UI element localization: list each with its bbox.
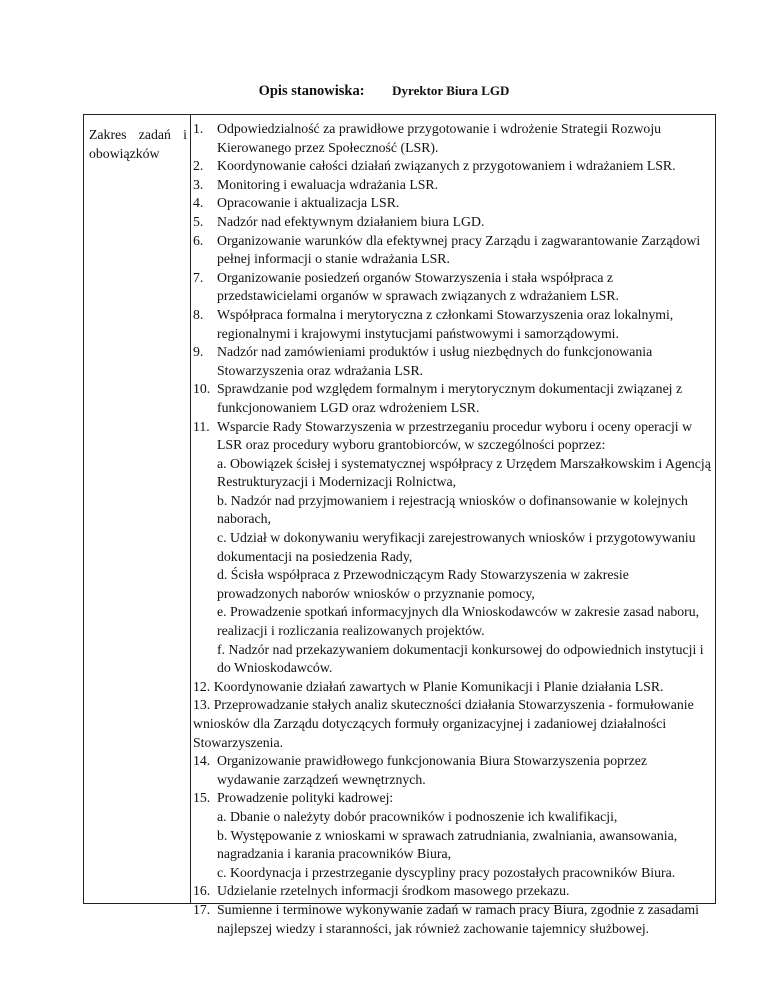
sub-item: b. Nadzór nad przyjmowaniem i rejestracją wniosków o dofinansowanie w kolejnych naborach, <box>217 492 688 527</box>
sub-item: a. Dbanie o należyty dobór pracowników i podnoszenie ich kwalifikacji, <box>217 808 618 824</box>
title-prefix: Opis stanowiska: <box>258 83 365 99</box>
sub-item: e. Prowadzenie spotkań informacyjnych dla Wnioskodawców w zakresie zasad naboru, realizacji i rozliczania realizowanych projektów. <box>217 604 700 639</box>
list-item: 10. Sprawdzanie pod względem formalnym i merytorycznym dokumentacji związanej z funkcjonowaniem LGD oraz wdrożeniem LSR. <box>193 381 683 415</box>
column-divider <box>190 115 191 903</box>
sub-item: f. Nadzór nad przekazywaniem dokumentacji konkursowej do odpowiednich instytucji i do Wnioskodawców. <box>217 641 704 676</box>
label-cell: Zakres zadań i obowiązków <box>89 127 187 161</box>
sub-item: c. Koordynacja i przestrzeganie dyscypliny pracy pozostałych pracowników Biura. <box>217 864 676 880</box>
list-item: 3. Monitoring i ewaluacja wdrażania LSR. <box>193 176 439 192</box>
list-item: 1. Odpowiedzialność za prawidłowe przygotowanie i wdrożenie Strategii Rozwoju Kierowanego przez Społeczność (LSR). <box>193 121 662 155</box>
list-item: 13. Przeprowadzanie stałych analiz skuteczności działania Stowarzyszenia - formułowanie wniosków dla Zarządu dotyczących formuły organizacyjnej i zadaniowej działalności Stowarzyszenia. <box>193 697 694 750</box>
list-item: 14. Organizowanie prawidłowego funkcjonowania Biura Stowarzyszenia poprzez wydawanie zarządzeń wewnętrznych. <box>193 753 647 787</box>
content-cell <box>193 120 713 938</box>
list-item: 7. Organizowanie posiedzeń organów Stowarzyszenia i stała współpraca z przedstawicielami organów w sprawach związanych z wdrażaniem LSR. <box>193 269 619 304</box>
list-item: 5. Nadzór nad efektywnym działaniem biura LGD. <box>193 213 485 229</box>
position-name: Dyrektor Biura LGD <box>392 83 510 98</box>
sub-item: c. Udział w dokonywaniu weryfikacji zarejestrowanych wniosków i przygotowywaniu dokumentacji na posiedzenia Rady, <box>217 530 696 564</box>
list-item: 6. Organizowanie warunków dla efektywnej pracy Zarządu i zagwarantowanie Zarządowi pełnej informacji o stanie wdrażania LSR. <box>193 232 701 267</box>
list-item: 17. Sumienne i terminowe wykonywanie zadań w ramach pracy Biura, zgodnie z zasadami najlepszej wiedzy i staranności, jak również zachowanie tajemnicy służbowej. <box>193 901 699 936</box>
list-item: 4. Opracowanie i aktualizacja LSR. <box>193 195 400 211</box>
sub-item: a. Obowiązek ścisłej i systematycznej współpracy z Urzędem Marszałkowskim i Agencją Restrukturyzacji i Modernizacji Rolnictwa, <box>217 455 711 490</box>
list-item: 11. Wsparcie Rady Stowarzyszenia w przestrzeganiu procedur wyboru i oceny operacji w LSR oraz procedury wyboru grantobiorców, w szczególności poprzez: <box>193 418 693 453</box>
list-item: 15. Prowadzenie polityki kadrowej: <box>193 790 394 806</box>
list-item: 12. Koordynowanie działań zawartych w Planie Komunikacji i Planie działania LSR. <box>193 678 664 694</box>
list-item: 8. Współpraca formalna i merytoryczna z członkami Stowarzyszenia oraz lokalnymi, regionalnymi i krajowymi instytucjami państwowymi i samorządowymi. <box>193 306 674 341</box>
duties-table <box>83 114 716 936</box>
sub-item: b. Występowanie z wnioskami w sprawach zatrudniania, zwalniania, awansowania, nagradzania i karania pracowników Biura, <box>217 827 678 862</box>
page-title <box>0 83 768 100</box>
list-item: 16. Udzielanie rzetelnych informacji środkom masowego przekazu. <box>193 883 570 899</box>
list-item: 9. Nadzór nad zamówieniami produktów i usług niezbędnych do funkcjonowania Stowarzyszenia oraz wdrażania LSR. <box>193 344 653 378</box>
sub-item: d. Ścisła współpraca z Przewodniczącym Rady Stowarzyszenia w zakresie prowadzonych naborów wniosków o przyznanie pomocy, <box>217 567 629 601</box>
list-item: 2. Koordynowanie całości działań związanych z przygotowaniem i wdrażaniem LSR. <box>193 158 676 174</box>
